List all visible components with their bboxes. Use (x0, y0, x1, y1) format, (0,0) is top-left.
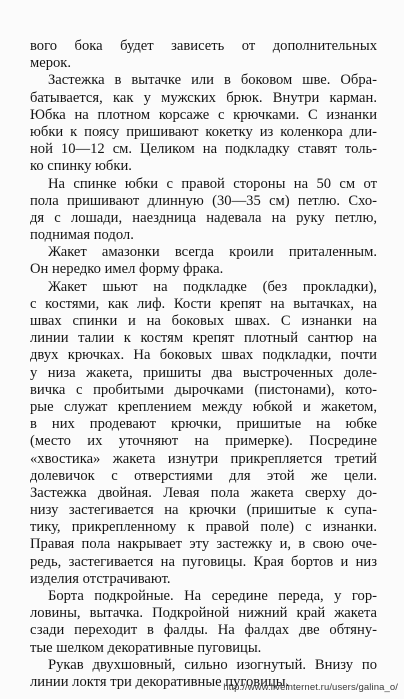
text-line: вичка с пробитыми дырочками (пистонами), кото- (30, 381, 377, 398)
text-line: линии талии к костям крепят плотный сантюр на (30, 330, 377, 347)
text-line: Юбка на плотном корсаже с крючками. С изнанки (30, 106, 377, 123)
text-line: Правая пола накрывает эту застежку и, в свою оче- (30, 536, 377, 553)
text-line: низу застегивается на крючки (пришитые к супа- (30, 502, 377, 519)
text-line: Жакет амазонки всегда кроили приталенным. (48, 244, 377, 261)
text-line: (место их уточняют на примерке). Посредине (30, 433, 377, 450)
text-line: пола пришивают длинную (30—35 см) петлю. Схо- (30, 192, 377, 209)
text-line: батывается, как у мужских брюк. Внутри карман. (30, 89, 377, 106)
text-line: ной 10—12 см. Целиком на подкладку ставят толь- (30, 141, 377, 158)
text-line: двух крючках. На боковых швах подкладки, почти (30, 347, 377, 364)
text-line: у низа жакета, пришиты два выстроченных доле- (30, 364, 377, 381)
text-line: дя с лошади, наездница надевала на руку петлю, (30, 209, 377, 226)
text-line: Застежка в вытачке или в боковом шве. Обра- (48, 72, 377, 89)
text-line: с костями, как лиф. Кости крепят на вытачках, на (30, 295, 377, 312)
text-line: поднимая подол. (30, 227, 134, 244)
text-line: линии локтя три декоративные пуговицы. (30, 673, 290, 690)
text-line: Рукав двухшовный, сильно изогнутый. Внизу по (48, 656, 377, 673)
body-text (30, 38, 377, 691)
text-line: Застежка двойная. Левая пола жакета сверху до- (30, 484, 377, 501)
text-line: Он нередко имел форму фрака. (30, 261, 224, 278)
text-line: Борта подкройные. На середине переда, у гор- (48, 588, 377, 604)
text-line: вого бока будет зависеть от дополнительных (30, 38, 377, 54)
text-line: рые служат креплением между юбкой и жакетом, (30, 398, 377, 415)
text-line: в них продевают крючки, пришитые на юбке (30, 416, 377, 433)
text-line: Жакет шьют на подкладке (без прокладки), (48, 278, 377, 295)
text-line: юбки к поясу пришивают кокетку из коленкора дли- (30, 123, 377, 140)
text-line: редь, застегивается на пуговицы. Края бортов и низ (30, 553, 377, 570)
text-line: На спинке юбки с правой стороны на 50 см от (48, 175, 377, 192)
text-line: долевичок с отверстиями для этой же цели. (30, 467, 377, 484)
text-line: тые шелком декоративные пуговицы. (30, 639, 262, 656)
text-line: швах спинки и на боковых швах. С изнанки на (30, 313, 377, 329)
text-line: тику, прикрепленному к правой поле) с изнанки. (30, 519, 377, 536)
text-line: изделия отстрачивают. (30, 570, 171, 587)
source-url: http://www.liveinternet.ru/users/galina_o/ (223, 682, 398, 693)
text-line: ловины, вытачка. Подкройной нижний край жакета (30, 605, 377, 622)
text-line: сзади переходит в фалды. На фалдах две обтяну- (30, 622, 377, 639)
text-line: «хвостика» жакета изнутри прикрепляется третий (30, 450, 377, 467)
text-line: ко спинку юбки. (30, 158, 132, 175)
text-line: мерок. (30, 55, 72, 72)
